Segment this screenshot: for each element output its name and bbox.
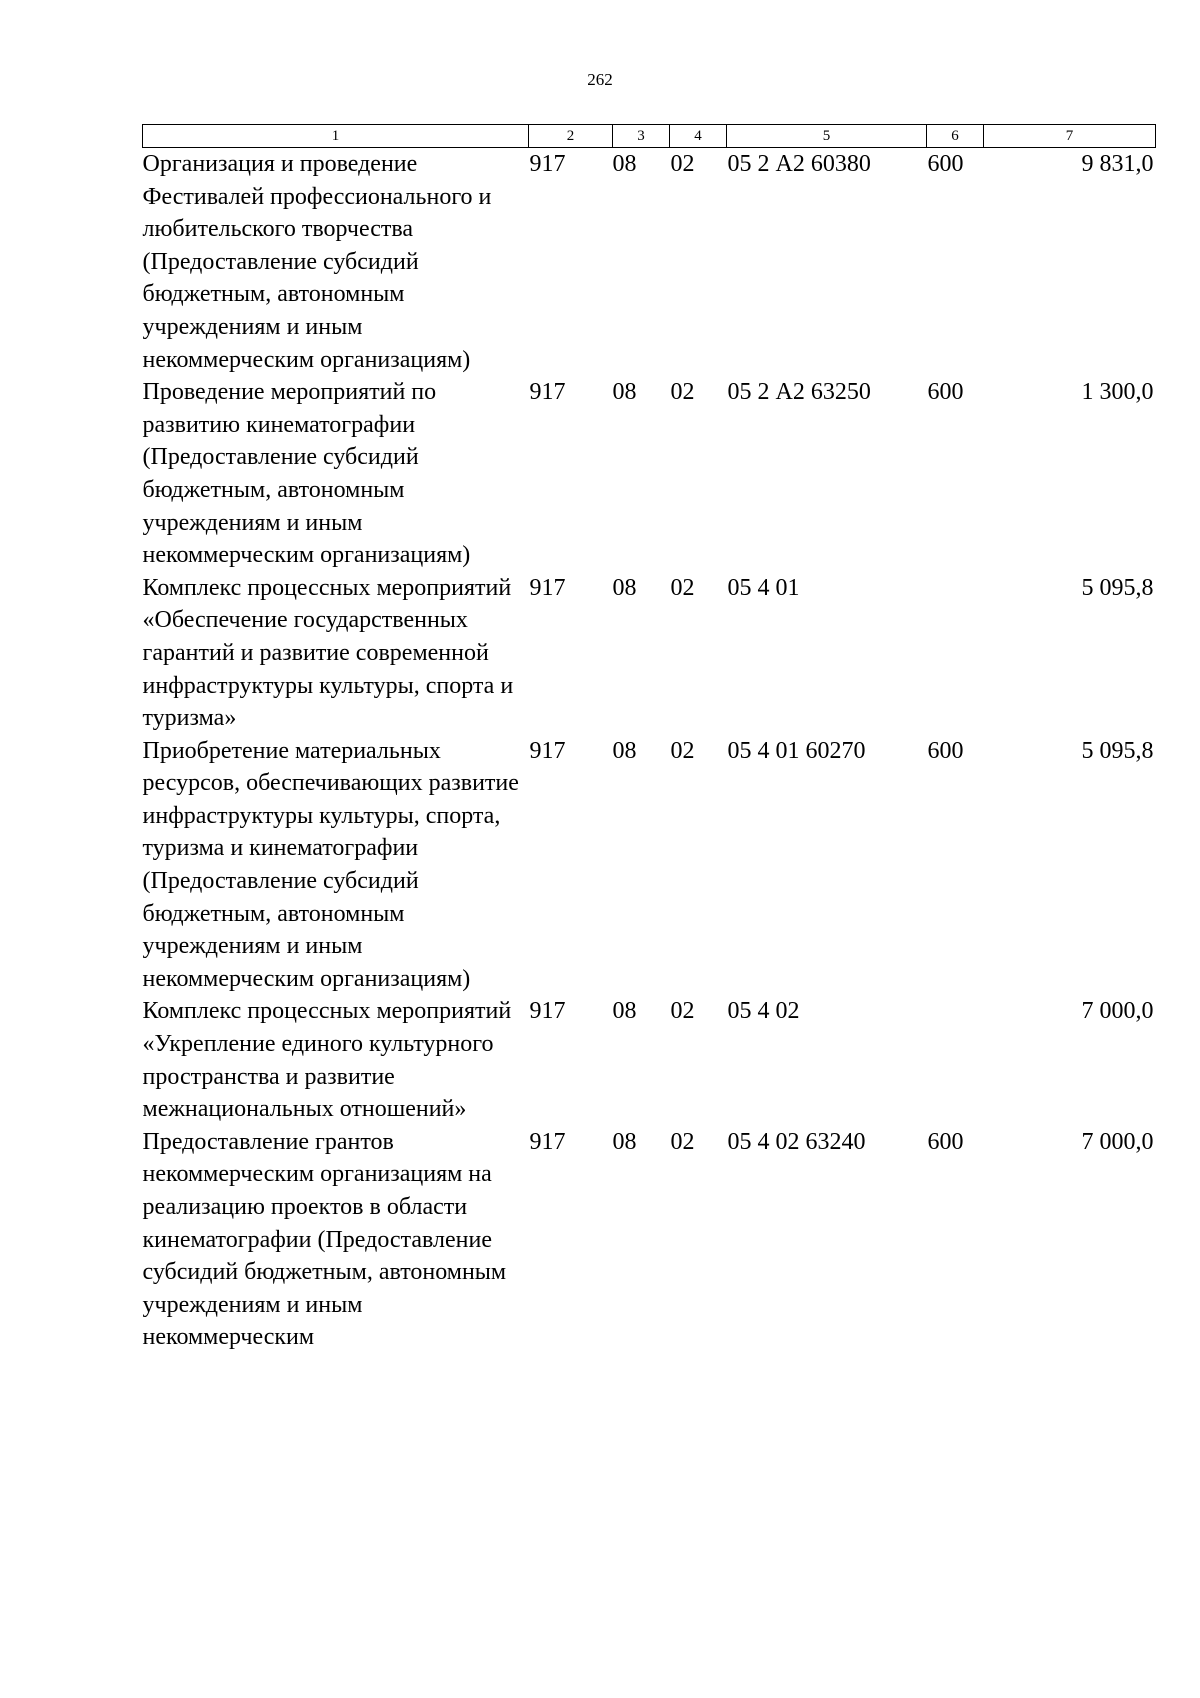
row-subsection-code: 02 [670,998,695,1025]
row-target-article: 05 2 А2 60380 [727,151,871,177]
row-subsection-code: 02 [670,574,695,601]
table-row [143,376,1156,572]
column-header-sum: 7 [984,125,1156,148]
row-section-code: 08 [612,998,637,1025]
row-expense-type: 600 [927,379,964,406]
column-header-expense-type: 6 [927,125,984,148]
row-subsection-code: 02 [670,1128,695,1155]
column-header-name: 1 [143,125,529,148]
row-admin-code: 917 [529,151,566,177]
table-row [143,1126,1156,1354]
page-number: 262 [587,70,613,89]
row-sum: 7 000,0 [1081,1128,1154,1155]
table-row [143,148,1156,377]
row-subsection-code: 02 [670,379,695,406]
row-admin-code: 917 [529,379,566,406]
row-expense-type: 600 [927,737,964,764]
row-expense-type: 600 [927,151,964,177]
row-section-code: 08 [612,379,637,406]
row-name: Организация и проведение Фестивалей профессионального и любительского творчества (Предоставление субсидий бюджетным, автономным учреждениям и иным некоммерческим организациям) [142,151,492,373]
column-header-target-article: 5 [727,125,927,148]
row-sum: 7 000,0 [1081,998,1154,1025]
row-expense-type: 600 [927,1128,964,1155]
row-target-article: 05 4 01 [727,574,800,601]
row-section-code: 08 [612,574,637,601]
row-sum: 9 831,0 [1081,151,1154,177]
row-name: Комплекс процессных мероприятий «Обеспечение государственных гарантий и развитие современной инфраструктуры культуры, спорта и туризма» [142,574,514,732]
row-name: Проведение мероприятий по развитию кинематографии (Предоставление субсидий бюджетным, автономным учреждениям и иным некоммерческим организациям) [142,379,471,569]
row-admin-code: 917 [529,574,566,601]
row-section-code: 08 [612,151,637,177]
row-target-article: 05 2 А2 63250 [727,379,871,406]
row-name: Комплекс процессных мероприятий «Укрепление единого культурного пространства и развитие межнациональных отношений» [142,998,512,1123]
row-target-article: 05 4 01 60270 [727,737,866,764]
column-header-admin: 2 [529,125,613,148]
row-subsection-code: 02 [670,151,695,177]
row-target-article: 05 4 02 [727,998,800,1025]
row-subsection-code: 02 [670,737,695,764]
table-header-row [143,125,1156,148]
table-row [143,735,1156,996]
row-expense-type [927,995,984,1125]
row-admin-code: 917 [529,998,566,1025]
row-sum: 5 095,8 [1081,574,1154,601]
row-sum: 5 095,8 [1081,737,1154,764]
row-target-article: 05 4 02 63240 [727,1128,866,1155]
row-expense-type [927,572,984,735]
row-admin-code: 917 [529,737,566,764]
row-sum: 1 300,0 [1081,379,1154,406]
row-section-code: 08 [612,1128,637,1155]
table-row [143,572,1156,735]
row-section-code: 08 [612,737,637,764]
column-header-section: 3 [613,125,670,148]
budget-table [142,124,1156,1354]
column-header-subsection: 4 [670,125,727,148]
row-admin-code: 917 [529,1128,566,1155]
table-row [143,995,1156,1125]
row-name: Приобретение материальных ресурсов, обеспечивающих развитие инфраструктуры культуры, спорта, туризма и кинематографии (Предоставление субсидий бюджетным, автономным учреждениям и иным некоммерческим организациям) [142,737,519,992]
row-name: Предоставление грантов некоммерческим организациям на реализацию проектов в области кинематографии (Предоставление субсидий бюджетным, автономным учреждениям и иным некоммерческим [142,1128,507,1351]
